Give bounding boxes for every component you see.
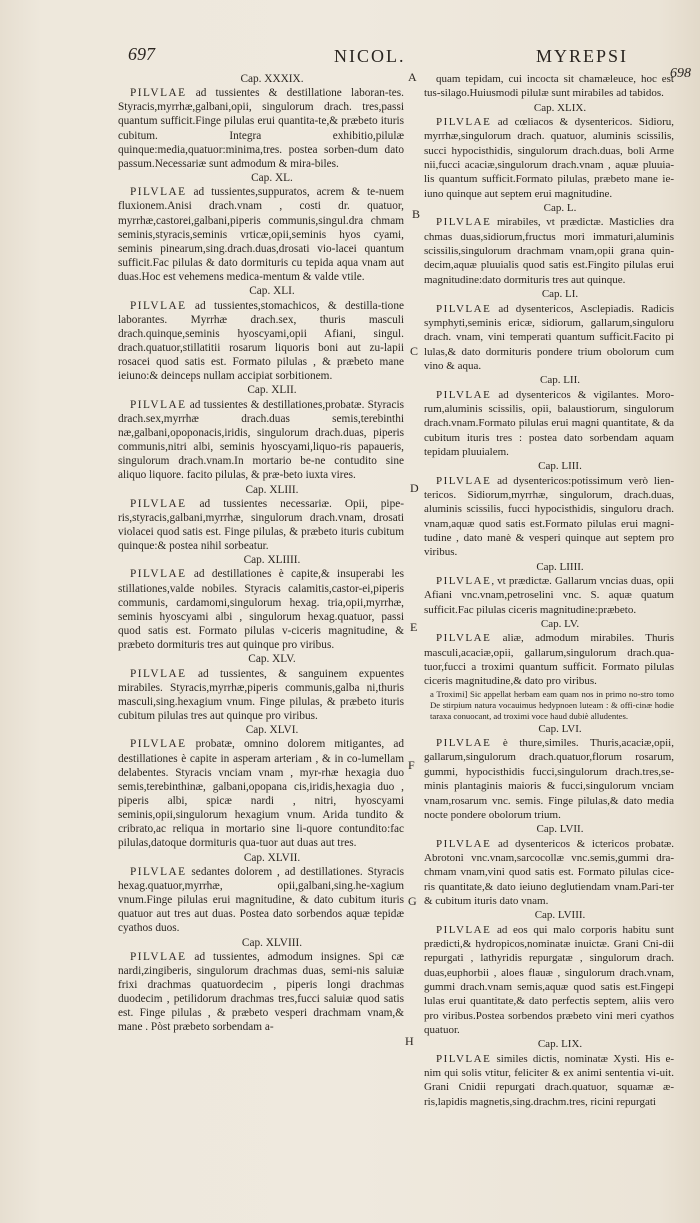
recipe-paragraph xyxy=(118,398,404,483)
recipe-paragraph xyxy=(118,185,404,284)
chapter-heading: Cap. XXXIX. xyxy=(240,73,304,85)
recipe-paragraph xyxy=(424,574,674,617)
paragraph-lead-word: PILVLAE xyxy=(130,667,187,680)
margin-letter-b: B xyxy=(412,207,421,221)
chapter-heading: Cap. XLIIII. xyxy=(243,554,301,567)
recipe-paragraph xyxy=(424,736,674,822)
chapter-heading: Cap. XLI. xyxy=(249,285,295,298)
margin-letter-e: E xyxy=(410,620,418,634)
paragraph-lead-word: PILVLAE xyxy=(436,1052,492,1065)
paragraph-body: ad destillationes è capite,& insuperabi les stillationes,valde nobiles. Styracis calamitis,castor-ei,piperis communis, cardamomi,singulorum hexag. tria,opii,myrrhæ, seminis hyoscyami albi , singulorum hexag.quatuor, passi quod satis est. Formato pilulas v-ciceris magnitudine, & præbeto dormituris tres aut quinque pro viribus. xyxy=(118,568,404,652)
paragraph-body: ad tussientes, admodum insignes. Spi cæ nardi,zingiberis, singulorum drachmas duas, semi-nis saluiæ frixi drachmas quatuordecim , piperis longi drachmas duodecim , petilidorum drachmas tres,fucci saluiæ quod satis est. Finge pilulas , & præbeto vesperi drachmam vnam,& mane . Pòst præbeto sorbendam a- xyxy=(118,950,404,1034)
chapter-heading: Cap. XLII. xyxy=(247,384,297,397)
paragraph-lead-word: PILVLAE xyxy=(436,923,492,936)
page-number-right: 698 xyxy=(670,66,691,81)
paragraph-body: ad dysentericos & vigilantes. Moro-rum,aluminis scissilis, opii, balaustiorum, singulorum drach.vnam.Formato pilulas erui magni quantitate, & da cubitum ituris tres : postea dato sorbendam aquam tepidam pluuialem. xyxy=(424,388,674,458)
chapter-heading: Cap. LVIII. xyxy=(534,909,586,922)
paragraph-body: quam tepidam, cui incocta sit chamæleuce, hoc est tus-silago.Huiusmodi pilulæ sunt mirabiles ad tabidos. xyxy=(424,73,674,100)
paragraph-lead-word: PILVLAE xyxy=(436,302,492,315)
paragraph-body: ad tussientes & destillationes,probatæ. Styracis drach.sex,myrrhæ drach.duas semis,terebinthi næ,galbani,opoponacis,iridis, singulorum drach.duas, piperis communis,nitri albi, seminis hyoscyami,liquo-ris papaueris, singulorum drach.vnam.In mortario be-ne contudito sine aliquo liquore. facito pilulas, & præ-beto iuxta vires. xyxy=(118,398,404,482)
paragraph-lead-word: PILVLAE xyxy=(130,398,187,411)
paragraph-lead-word: PILVLAE xyxy=(436,632,492,645)
paragraph-lead-word: PILVLAE xyxy=(130,497,187,510)
margin-letter-a: A xyxy=(408,70,417,84)
recipe-paragraph xyxy=(424,115,674,201)
chapter-heading: Cap. XLV. xyxy=(248,653,296,666)
chapter-heading: Cap. LVII. xyxy=(536,823,584,836)
recipe-paragraph xyxy=(118,737,404,850)
recipe-paragraph xyxy=(424,215,674,287)
chapter-heading: Cap. LIII. xyxy=(538,460,582,473)
chapter-heading: Cap. LV. xyxy=(540,618,580,631)
paragraph-lead-word: PILVLAE xyxy=(436,737,492,750)
recipe-paragraph xyxy=(424,837,674,909)
paragraph-body: ad dysentericos:potissimum verò lien-tericos. Sidiorum,myrrhæ, singulorum, drach.duas, aluminis scissilis, fucci hypocisthidis, singuloru drach. vnam,aquæ quod satis est.Formato pilulas erui magni-tudine , dato manè & vesperi quinque aut septem pro viribus. xyxy=(424,474,674,559)
chapter-heading: Cap. LVI. xyxy=(538,722,582,735)
recipe-paragraph xyxy=(118,865,404,936)
page-number-left: 697 xyxy=(128,44,155,64)
recipe-paragraph xyxy=(424,631,674,688)
paragraph-body: mirabiles, vt prædictæ. Masticlies dra chmas duas,sidiorum,fructus mori immaturi,aluminis scissilis,singulorum drachmam vnam,opii grana quin-decim,aquæ pluuialis quod satis est.Fingito pilulas erui magnitudine:dato dormituris tres aut quinque. xyxy=(424,216,674,286)
chapter-heading: Cap. LIX. xyxy=(537,1038,583,1051)
paragraph-body: ad cœliacos & dysentericos. Sidioru, myrrhæ,singulorum drach. quatuor, aluminis scissilis, succi hypocisthidis, singulorum drach.duas, boli Arme nii,fucci acaciæ,singulorum drach.vnam , aquæ pluuia-lis quantum sufficit.Formato pilulas, præbeto mane ie-iuno quinque aut septem erui magnitudine. xyxy=(424,116,674,200)
paragraph-lead-word: PILVLAE xyxy=(130,186,187,199)
paragraph-lead-word: PILVLAE xyxy=(436,575,492,588)
chapter-heading: Cap. LIIII. xyxy=(536,560,584,573)
paragraph-body: similes dictis, nominatæ Xysti. His e-nim qui solis vtitur, feliciter & ex animi sententia vi-uit. Grani Cnidii repurgati drach.quatuor, squamæ æ-ris,lapidis magnetis,sing.drachm.tres, ricini repurgati xyxy=(424,1052,674,1108)
margin-letter-g: G xyxy=(408,894,417,908)
paragraph-lead-word: PILVLAE xyxy=(130,568,187,581)
margin-letter-f: F xyxy=(408,758,415,772)
paragraph-body: ad tussientes,suppuratos, acrem & te-nuem fluxionem.Anisi drach.vnam , costi dr. quatuor, myrrhæ,castorei,galbani,piperis communis,singul.dra chmam seminis,styracis,seminis vrticæ,opii,seminis hyos cyami, seminis pinearum,sing.drach.duas,drosati vio-lacei quantum sufficit.Fac pilulas & dato dormituris cu tepida aqua vnam aut duas.Hoc est vehemens medica-mentum & valde vtile. xyxy=(118,186,404,284)
paragraph-body: ad dysentericos, Asclepiadis. Radicis symphyti,seminis ericæ, sidiorum, gallarum,singuloru drach. vnam, vini temperati quantum sufficit.Facito pi lulas,& dato dormituris pondere trium obolorum cum vino & aqua. xyxy=(424,302,674,372)
paragraph-body: aliæ, admodum mirabiles. Thuris masculi,acaciæ,opii, gallarum,singulorum drach.qua-tuor,fucci a troximi quantum sufficit. Formato pilulas ciceris magnitudine,& dato pro viribus. xyxy=(424,632,674,688)
chapter-heading: Cap. L. xyxy=(543,202,577,215)
recipe-paragraph xyxy=(424,302,674,374)
recipe-paragraph xyxy=(118,86,404,171)
paragraph-body: probatæ, omnino dolorem mitigantes, ad destillationes è capite in asperam arteriam , & in co-lumellam delabentes. Styracis vnciam vnam , myr-rhæ hexagia duo semis,terebinthinæ, galbani,opopana cis,iridis,hexagia duo , piperis albi, spicæ nardi , nitri, hyoscyami seminis,opii,singulorum hexagium vnum. Arida tundito & cribrato,ac reliqua in mortario sine li-quore contundito:fac pilulas,datoque dormituris qua-tuor aut duas aut tres. xyxy=(118,738,404,850)
paragraph-lead-word: PILVLAE xyxy=(436,388,492,401)
paragraph-lead-word: PILVLAE xyxy=(436,216,492,229)
chapter-heading: Cap. LII. xyxy=(539,374,580,387)
margin-letter-c: C xyxy=(410,344,419,358)
margin-letter-d: D xyxy=(410,481,419,495)
paragraph-body: ad dysentericos & ictericos probatæ. Abrotoni vnc.vnam,sarcocollæ vnc.semis,gummi dra-chmam vnam,vini quod satis est. Formato pilulas cice-ris quantitate,& dato ieiuno deglutiendam vnam.Pari-ter & cubitum ituris dato vnam. xyxy=(424,837,674,907)
paragraph-body: ad tussientes, & sanguinem expuentes mirabiles. Styracis,myrrhæ,piperis communis,galba ni,thuris masculi,sing.hexagium vnum. Finge pilulas, & præbeto ituris cubitum pilulas tres aut quinque pro viribus. xyxy=(118,667,404,723)
recipe-paragraph xyxy=(118,567,404,652)
chapter-heading: Cap. XLVII. xyxy=(243,851,301,864)
recipe-paragraph xyxy=(118,299,404,384)
recipe-paragraph xyxy=(424,923,674,1038)
paragraph-lead-word: PILVLAE xyxy=(436,116,492,129)
chapter-heading: Cap. XLVI. xyxy=(245,724,299,737)
paragraph-lead-word: PILVLAE xyxy=(436,837,492,850)
recipe-paragraph xyxy=(424,1052,674,1109)
paragraph-body: è thure,similes. Thuris,acaciæ,opii, gallarum,singulorum drach.quatuor,florum rosarum, gummi, hypocisthidis fucci,singulorum drach.tres,se-minis plantaginis maioris & fucci,singulorum vnciam vnam,rosarum vnc. semis. Finge pilulas,& dato media nocte pondere obolorum trium. xyxy=(424,737,674,821)
recipe-paragraph xyxy=(424,72,674,101)
recipe-paragraph xyxy=(118,497,404,554)
recipe-paragraph xyxy=(424,388,674,460)
running-title-left: NICOL. xyxy=(334,46,406,66)
chapter-heading: Cap. XL. xyxy=(251,172,293,185)
paragraph-body: sedantes dolorem , ad destillationes. Styracis hexag.quatuor,myrrhæ, opii,galbani,sing.he-xagium vnum.Finge pilulas erui magnitudine, & dato cubitum ituris quatuor aut tres aut duas. Postea dato sorbendos aquæ tepidæ cyathos duos. xyxy=(118,865,404,935)
right-text-column xyxy=(424,72,674,1109)
chapter-heading: Cap. XLVIII. xyxy=(241,936,303,949)
paragraph-body: ad tussientes,stomachicos, & destilla-tione laborantes. Myrrhæ drach.sex, thuris masculi drach.quinque,seminis hyoscyami,opii Afiani, singul. drach.quatuor,stillatitii rosarum liquoris boni aut zu-lapii rosacei quod satis est. Formato pilulas , & præbeto mane ieiuno:& deinceps nullam accipiat sorbitionem. xyxy=(118,299,404,383)
paragraph-lead-word: PILVLAE xyxy=(130,738,187,751)
running-title-right: MYREPSI xyxy=(536,46,629,66)
paragraph-lead-word: PILVLAE xyxy=(130,865,187,878)
paragraph-lead-word: PILVLAE xyxy=(130,299,187,312)
left-text-column xyxy=(118,72,404,1035)
paragraph-lead-word: PILVLAE xyxy=(130,87,187,100)
recipe-paragraph xyxy=(424,474,674,560)
annotation-note: a Troximi] Sic appellat herbam eam quam nos in primo no-stro tomo De stirpium natura vocauimus hedypnoen luteam : & offi-cinæ hodie taraxa conuocant, ad troximi voce haud dubiè alludentes. xyxy=(430,688,674,721)
paragraph-lead-word: PILVLAE xyxy=(130,950,187,963)
chapter-heading: Cap. XLIII. xyxy=(245,483,299,496)
recipe-paragraph xyxy=(118,950,404,1035)
paragraph-body: , vt prædictæ. Gallarum vncias duas, opii Afiani vnc.vnam,petroselini vnc. S. aquæ quatum sufficit.Fac pilulas ciceris magnitudine:præbeto. xyxy=(424,575,674,616)
paragraph-lead-word: PILVLAE xyxy=(436,474,492,487)
paragraph-body: ad eos qui malo corporis habitu sunt prædicti,& hydropicos,nominatæ inuictæ. Grani Cni-dii repurgati , lathyridis repurgatæ , singulorum drach. duas,euphorbii , aloes flauæ , singulorum drach.vnam, gummi drach.vnam semis,aquæ quod satis est.Fingepi lulas erui quantitate,& dato perfectis septem, aliis vero pro viribus.Postea sorbendos præbeto vini meri cyathos quatuor. xyxy=(424,923,674,1036)
recipe-paragraph xyxy=(118,667,404,724)
margin-letter-h: H xyxy=(405,1034,414,1048)
chapter-heading: Cap. XLIX. xyxy=(533,101,587,114)
paragraph-body: ad tussientes necessariæ. Opii, pipe-ris,styracis,galbani,myrrhæ, singulorum drach.vnam, drosati violacei quod satis est. Finge pilulas, & præbeto ituris cubitum quinque:& postea nihil sorbeatur. xyxy=(118,497,404,553)
chapter-heading: Cap. LI. xyxy=(541,288,579,301)
paragraph-body: ad tussientes & destillatione laboran-tes. Styracis,myrrhæ,galbani,opii, singulorum drach. tres,passi quantum sufficit.Finge pilulas erui quantita-te,& præbeto ituris cubitum. Integra exhibitio,pilulæ quinque:media,quatuor:minima,tres. postea sorben-dum dato passum.Necessariæ sunt admodum & mira-biles. xyxy=(118,87,404,170)
